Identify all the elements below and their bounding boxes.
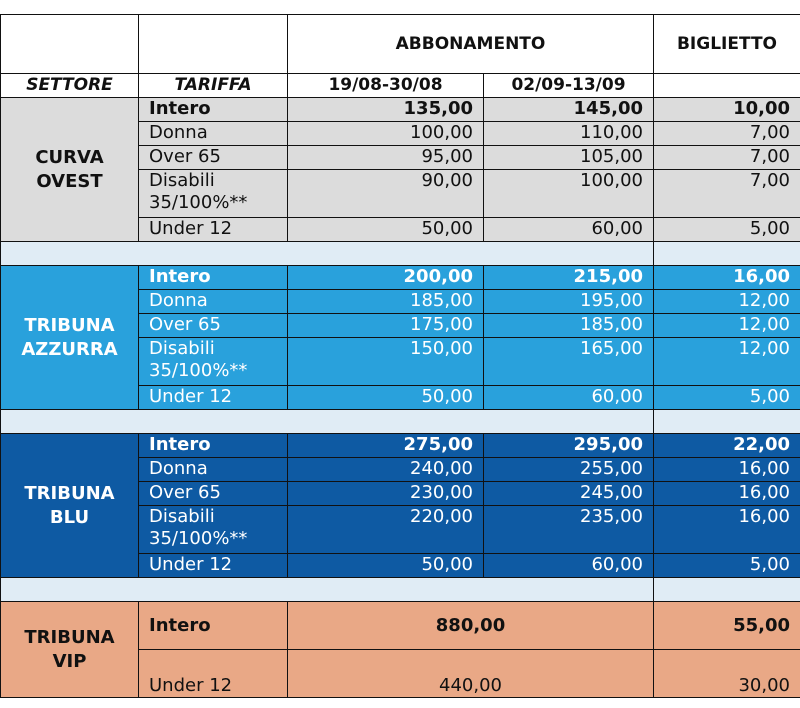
price-cell-p2: 105,00 <box>484 146 654 170</box>
price-cell-abbonamento: 440,00 <box>288 650 654 698</box>
tariffa-cell: Under 12 <box>139 650 288 698</box>
header-row <box>1 15 800 74</box>
tariffa-cell: Disabili 35/100%** <box>139 338 288 386</box>
spacer-cell <box>1 242 654 266</box>
spacer-cell <box>1 578 654 602</box>
spacer-cell <box>654 410 800 434</box>
price-cell-bigl: 16,00 <box>654 458 800 482</box>
tariffa-cell: Intero <box>139 602 288 650</box>
price-cell-p1: 240,00 <box>288 458 484 482</box>
price-cell-bigl: 5,00 <box>654 386 800 410</box>
price-cell-p1: 50,00 <box>288 218 484 242</box>
header-blank-1 <box>1 15 139 74</box>
price-cell-p1: 275,00 <box>288 434 484 458</box>
price-cell-bigl: 16,00 <box>654 506 800 554</box>
subheader-row <box>1 74 800 98</box>
price-cell-p2: 185,00 <box>484 314 654 338</box>
price-cell-p2: 100,00 <box>484 170 654 218</box>
header-blank-2 <box>139 15 288 74</box>
tariffa-cell: Intero <box>139 266 288 290</box>
price-cell-p1: 175,00 <box>288 314 484 338</box>
price-cell-bigl: 16,00 <box>654 266 800 290</box>
tariffa-cell: Over 65 <box>139 482 288 506</box>
price-cell-bigl: 16,00 <box>654 482 800 506</box>
price-table <box>0 14 800 698</box>
price-cell-p2: 60,00 <box>484 386 654 410</box>
tariffa-cell: Intero <box>139 434 288 458</box>
tariffa-cell: Over 65 <box>139 146 288 170</box>
price-cell-p1: 90,00 <box>288 170 484 218</box>
price-cell-bigl: 5,00 <box>654 218 800 242</box>
header-settore: SETTORE <box>1 74 139 98</box>
price-cell-p1: 50,00 <box>288 554 484 578</box>
settore-cell: TRIBUNA VIP <box>1 602 139 698</box>
spacer-cell <box>654 578 800 602</box>
tariffa-cell: Intero <box>139 98 288 122</box>
price-cell-bigl: 30,00 <box>654 650 800 698</box>
price-cell-bigl: 7,00 <box>654 122 800 146</box>
tariffa-cell: Donna <box>139 290 288 314</box>
price-cell-p2: 255,00 <box>484 458 654 482</box>
tariffa-cell: Donna <box>139 122 288 146</box>
price-cell-bigl: 12,00 <box>654 290 800 314</box>
price-cell-p2: 195,00 <box>484 290 654 314</box>
price-cell-bigl: 7,00 <box>654 170 800 218</box>
price-cell-bigl: 12,00 <box>654 314 800 338</box>
header-biglietto: BIGLIETTO <box>654 15 800 74</box>
tariffa-cell: Under 12 <box>139 386 288 410</box>
settore-cell: TRIBUNA BLU <box>1 434 139 578</box>
price-cell-p2: 165,00 <box>484 338 654 386</box>
tariffa-cell: Under 12 <box>139 554 288 578</box>
spacer-row <box>1 242 800 266</box>
price-cell-bigl: 5,00 <box>654 554 800 578</box>
tariffa-cell: Over 65 <box>139 314 288 338</box>
price-cell-bigl: 10,00 <box>654 98 800 122</box>
price-cell-p1: 220,00 <box>288 506 484 554</box>
price-cell-p2: 110,00 <box>484 122 654 146</box>
price-cell-p2: 60,00 <box>484 218 654 242</box>
table-row <box>1 266 800 290</box>
table-row <box>1 602 800 650</box>
spacer-row <box>1 410 800 434</box>
header-abbonamento: ABBONAMENTO <box>288 15 654 74</box>
price-cell-p1: 50,00 <box>288 386 484 410</box>
tariffa-cell: Disabili 35/100%** <box>139 506 288 554</box>
table-row <box>1 434 800 458</box>
price-cell-abbonamento: 880,00 <box>288 602 654 650</box>
header-period-2: 02/09-13/09 <box>484 74 654 98</box>
price-cell-p1: 150,00 <box>288 338 484 386</box>
price-cell-bigl: 12,00 <box>654 338 800 386</box>
tariffa-cell: Disabili 35/100%** <box>139 170 288 218</box>
price-cell-p1: 200,00 <box>288 266 484 290</box>
tariffa-cell: Donna <box>139 458 288 482</box>
table-row <box>1 98 800 122</box>
header-tariffa: TARIFFA <box>139 74 288 98</box>
price-cell-p1: 95,00 <box>288 146 484 170</box>
price-cell-p2: 235,00 <box>484 506 654 554</box>
tariffa-cell: Under 12 <box>139 218 288 242</box>
header-biglietto-blank <box>654 74 800 98</box>
price-cell-p2: 145,00 <box>484 98 654 122</box>
price-cell-p1: 135,00 <box>288 98 484 122</box>
price-cell-p1: 100,00 <box>288 122 484 146</box>
price-cell-p1: 230,00 <box>288 482 484 506</box>
price-cell-p2: 60,00 <box>484 554 654 578</box>
price-cell-bigl: 7,00 <box>654 146 800 170</box>
settore-cell: TRIBUNA AZZURRA <box>1 266 139 410</box>
price-cell-p1: 185,00 <box>288 290 484 314</box>
price-cell-bigl: 55,00 <box>654 602 800 650</box>
price-cell-bigl: 22,00 <box>654 434 800 458</box>
price-cell-p2: 245,00 <box>484 482 654 506</box>
price-cell-p2: 215,00 <box>484 266 654 290</box>
header-period-1: 19/08-30/08 <box>288 74 484 98</box>
spacer-cell <box>654 242 800 266</box>
spacer-row <box>1 578 800 602</box>
settore-cell: CURVA OVEST <box>1 98 139 242</box>
price-cell-p2: 295,00 <box>484 434 654 458</box>
spacer-cell <box>1 410 654 434</box>
